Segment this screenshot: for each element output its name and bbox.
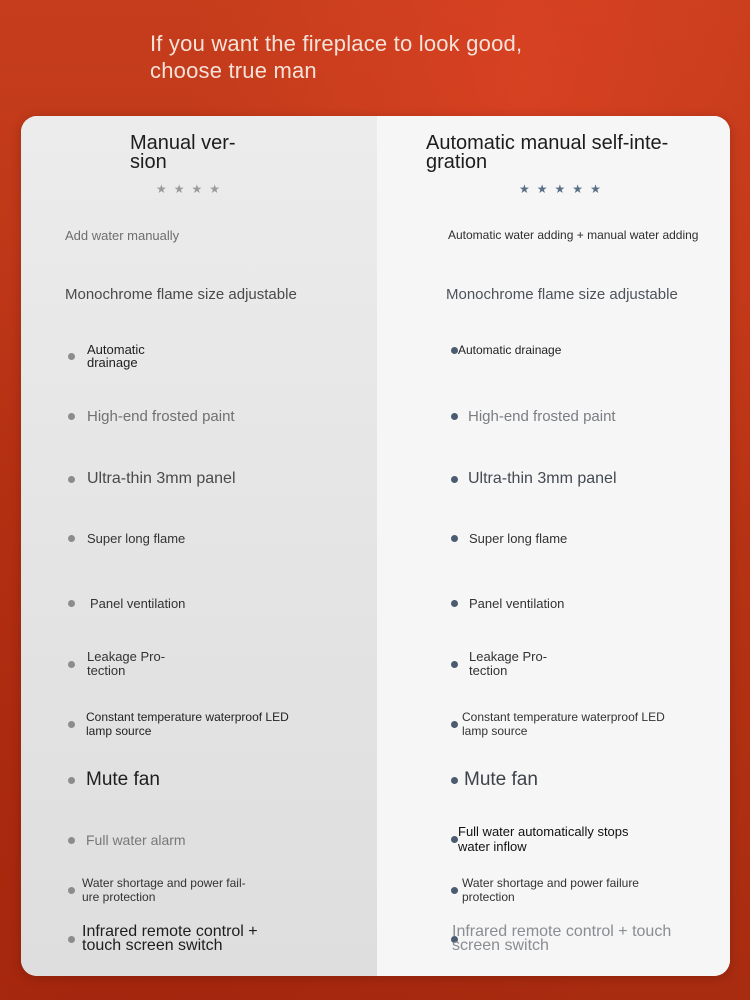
star-icon: ★ [554, 182, 566, 196]
feature-row [65, 286, 297, 303]
rating-stars [519, 182, 601, 196]
bullet-dot-icon [451, 777, 458, 784]
star-icon: ★ [191, 182, 203, 196]
feature-label: Leakage Pro-tection [469, 649, 548, 678]
star-icon: ★ [590, 182, 601, 196]
bullet-dot-icon [451, 347, 458, 354]
feature-row [68, 650, 179, 678]
bullet-dot-icon [68, 837, 75, 844]
bullet-dot-icon [451, 476, 458, 483]
bullet-dot-icon [68, 936, 75, 943]
feature-row [68, 470, 236, 488]
bullet-dot-icon [68, 535, 75, 542]
feature-row [451, 650, 561, 678]
feature-label: Infrared remote control + touch screen switch [452, 923, 672, 954]
feature-row [65, 228, 179, 243]
feature-label: Leakage Pro-tection [87, 649, 166, 678]
feature-row [451, 925, 677, 953]
feature-label: Add water manually [65, 228, 180, 243]
feature-row [451, 531, 567, 546]
column-title-line-2: sion [130, 151, 167, 173]
feature-label: Automatic drainage [458, 343, 562, 357]
feature-row [68, 343, 159, 369]
bullet-dot-icon [68, 777, 75, 784]
manual-version-column [21, 116, 377, 976]
feature-label: Ultra-thin 3mm panel [468, 470, 617, 487]
feature-label: Mute fan [86, 769, 160, 790]
feature-row [451, 876, 662, 904]
headline-line-1: If you want the fireplace to look good, [150, 31, 523, 56]
bullet-dot-icon [68, 353, 75, 360]
comparison-card [21, 116, 730, 976]
star-icon: ★ [536, 182, 548, 196]
bullet-dot-icon [451, 887, 458, 894]
automatic-version-column [377, 116, 730, 976]
feature-row [451, 408, 616, 425]
bullet-dot-icon [451, 535, 458, 542]
bullet-dot-icon [451, 413, 458, 420]
bullet-dot-icon [68, 476, 75, 483]
star-icon: ★ [209, 182, 221, 196]
feature-label: Automatic water adding + manual water adding [448, 228, 699, 242]
column-title [130, 134, 245, 172]
feature-label: Automatic drainage [87, 342, 145, 370]
feature-label: Mute fan [464, 769, 538, 790]
bullet-dot-icon [68, 661, 75, 668]
feature-row [68, 925, 287, 953]
column-title-line-1: Manual ver- [130, 132, 236, 154]
feature-label: Constant temperature waterproof LED lamp source [462, 710, 665, 738]
bullet-dot-icon [68, 600, 75, 607]
star-icon: ★ [156, 182, 167, 196]
feature-row [68, 596, 185, 611]
bullet-dot-icon [68, 721, 75, 728]
feature-label: Super long flame [469, 531, 568, 546]
feature-label: Water shortage and power failure protection [462, 876, 639, 904]
rating-stars [156, 182, 220, 196]
bullet-dot-icon [451, 661, 458, 668]
bullet-dot-icon [451, 836, 458, 843]
feature-row [451, 596, 564, 611]
feature-row [68, 769, 160, 791]
feature-row [451, 769, 538, 791]
feature-row [451, 343, 561, 357]
feature-row [451, 824, 658, 854]
feature-row [68, 710, 301, 738]
bullet-dot-icon [451, 600, 458, 607]
feature-row [68, 408, 235, 425]
star-icon: ★ [572, 182, 584, 196]
headline [150, 30, 522, 84]
column-title: Automatic manual self-inte-gration [426, 132, 669, 173]
bullet-dot-icon [68, 413, 75, 420]
feature-label: Monochrome flame size adjustable [65, 286, 297, 303]
feature-label: Panel ventilation [90, 596, 186, 611]
feature-row [451, 710, 677, 738]
feature-label: High-end frosted paint [87, 408, 235, 425]
star-icon: ★ [173, 182, 185, 196]
feature-row [448, 228, 698, 242]
feature-label: Panel ventilation [469, 596, 565, 611]
feature-row [446, 286, 678, 303]
bullet-dot-icon [451, 721, 458, 728]
feature-label: Full water automatically stops water inflow [458, 824, 629, 854]
feature-row [68, 876, 257, 904]
feature-label: High-end frosted paint [468, 408, 616, 425]
feature-label: Water shortage and power fail-ure protection [82, 876, 246, 904]
bullet-dot-icon [68, 887, 75, 894]
headline-line-2: choose true man [150, 58, 317, 83]
feature-label: Constant temperature waterproof LED lamp source [86, 710, 289, 738]
feature-label: Full water alarm [86, 832, 186, 848]
feature-row [451, 470, 617, 488]
feature-label: Infrared remote control + touch screen switch [82, 923, 258, 954]
feature-label: Super long flame [87, 531, 186, 546]
feature-label: Monochrome flame size adjustable [446, 286, 678, 303]
feature-row [68, 531, 185, 546]
feature-label: Ultra-thin 3mm panel [87, 470, 236, 487]
star-icon: ★ [519, 182, 530, 196]
feature-row [68, 832, 186, 848]
